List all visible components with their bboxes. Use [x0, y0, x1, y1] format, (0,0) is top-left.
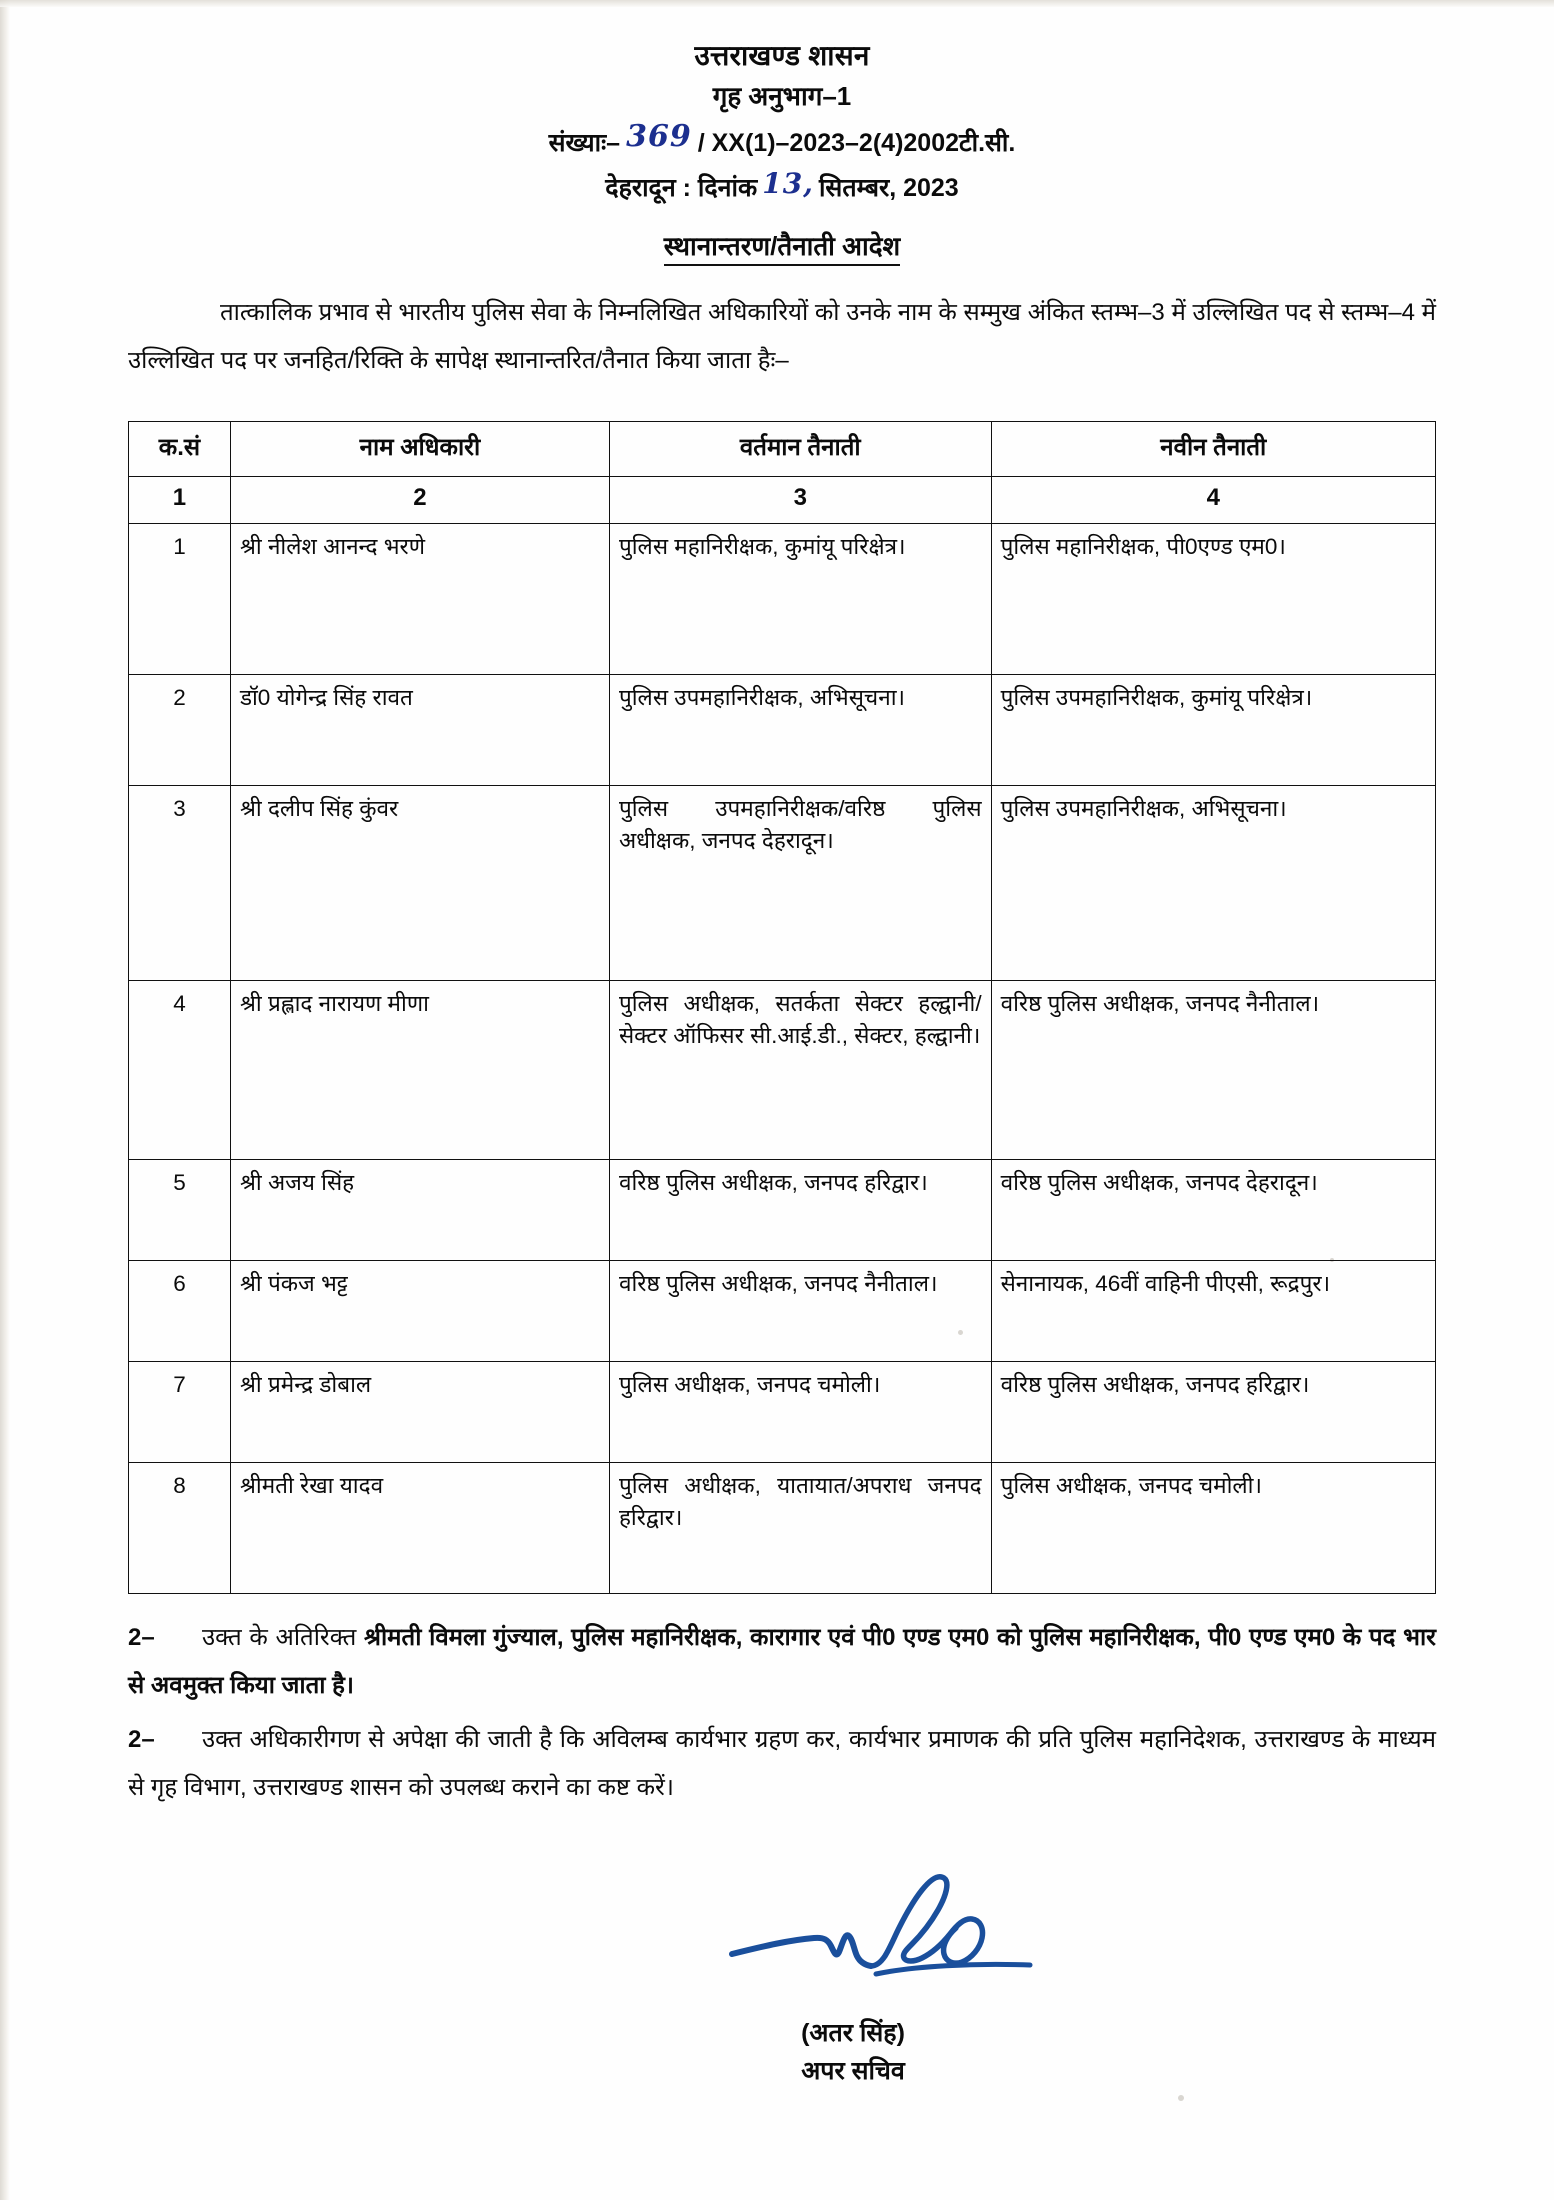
table-column-number-row — [129, 476, 1436, 523]
row-new-posting: पुलिस अधीक्षक, जनपद चमोली। — [991, 1463, 1435, 1594]
intro-line-3: सापेक्ष स्थानान्तरित/तैनात किया जाता हैः– — [434, 346, 789, 374]
row-serial: 2 — [129, 675, 231, 786]
department-section: गृह अनुभाग–1 — [712, 81, 852, 111]
clause-2-marker: 2– — [128, 1726, 155, 1754]
row-serial: 4 — [129, 981, 231, 1160]
row-new-posting: सेनानायक, 46वीं वाहिनी पीएसी, रूद्रपुर। — [991, 1261, 1435, 1362]
row-current-posting: पुलिस अधीक्षक, सतर्कता सेक्टर हल्द्वानी/सेक्टर ऑफिसर सी.आई.डी., सेक्टर, हल्द्वानी। — [609, 981, 991, 1160]
column-number-3: 3 — [609, 476, 991, 523]
table-row — [129, 1463, 1436, 1594]
order-place-label: देहरादून : दिनांक — [605, 173, 758, 202]
table-row — [129, 1362, 1436, 1463]
signature-mark — [724, 1866, 1064, 2016]
table-row — [129, 675, 1436, 786]
row-officer-name: श्री दलीप सिंह कुंवर — [230, 786, 609, 981]
order-date-line — [128, 166, 1436, 205]
signatory-name: (अतर सिंह) — [801, 2019, 905, 2048]
transfer-order-table — [128, 421, 1436, 1594]
order-date-handwritten: 13, — [762, 166, 814, 200]
column-number-2: 2 — [230, 476, 609, 523]
column-header-serial: क.सं — [129, 421, 231, 476]
signatory-designation: अपर सचिव — [801, 2057, 905, 2086]
order-number-rest: / XX(1)–2023–2(4)2002टी.सी. — [697, 128, 1016, 157]
row-new-posting: पुलिस उपमहानिरीक्षक, अभिसूचना। — [991, 786, 1435, 981]
row-serial: 8 — [129, 1463, 231, 1594]
clause-1-line2: पुलिस महानिरीक्षक, पी0 एण्ड एम0 के पद भार से अवमुक्त किया जाता है। — [128, 1624, 1436, 1700]
order-number-handwritten: 369 — [626, 118, 692, 154]
column-number-4: 4 — [991, 476, 1435, 523]
clause-1-line1-b: श्रीमती विमला गुंज्याल, पुलिस महानिरीक्षक, कारागार एवं पी0 एण्ड एम0 को — [363, 1624, 1022, 1652]
row-current-posting: पुलिस महानिरीक्षक, कुमांयू परिक्षेत्र। — [609, 524, 991, 675]
intro-line-2: सम्मुख अंकित स्तम्भ–3 में उल्लिखित पद से स्तम्भ–4 में उल्लिखित पद पर जनहित/रिक्ति के — [128, 298, 1436, 374]
row-serial: 5 — [129, 1160, 231, 1261]
intro-line-1: तात्कालिक प्रभाव से भारतीय पुलिस सेवा के निम्नलिखित अधिकारियों को उनके नाम के — [220, 298, 957, 326]
order-date-rest: सितम्बर, 2023 — [818, 173, 959, 202]
row-current-posting: पुलिस अधीक्षक, यातायात/अपराध जनपद हरिद्वार। — [609, 1463, 991, 1594]
table-row — [129, 786, 1436, 981]
row-officer-name: श्री प्रह्लाद नारायण मीणा — [230, 981, 609, 1160]
row-serial: 7 — [129, 1362, 231, 1463]
row-serial: 3 — [129, 786, 231, 981]
column-header-officer: नाम अधिकारी — [230, 421, 609, 476]
row-new-posting: पुलिस उपमहानिरीक्षक, कुमांयू परिक्षेत्र। — [991, 675, 1435, 786]
row-current-posting: वरिष्ठ पुलिस अधीक्षक, जनपद हरिद्वार। — [609, 1160, 991, 1261]
table-header-row — [129, 421, 1436, 476]
row-serial: 6 — [129, 1261, 231, 1362]
clause-2 — [128, 1716, 1436, 1812]
row-officer-name: श्री पंकज भट्ट — [230, 1261, 609, 1362]
row-current-posting: पुलिस उपमहानिरीक्षक, अभिसूचना। — [609, 675, 991, 786]
clause-1 — [128, 1614, 1436, 1710]
document-header — [128, 38, 1436, 205]
document-subject — [128, 227, 1436, 263]
government-title: उत्तराखण्ड शासन — [694, 40, 870, 71]
column-header-current: वर्तमान तैनाती — [609, 421, 991, 476]
column-header-new: नवीन तैनाती — [991, 421, 1435, 476]
row-new-posting: वरिष्ठ पुलिस अधीक्षक, जनपद हरिद्वार। — [991, 1362, 1435, 1463]
row-officer-name: श्रीमती रेखा यादव — [230, 1463, 609, 1594]
intro-paragraph — [128, 289, 1436, 385]
document-content — [0, 38, 1554, 2116]
row-officer-name: डॉ0 योगेन्द्र सिंह रावत — [230, 675, 609, 786]
row-officer-name: श्री अजय सिंह — [230, 1160, 609, 1261]
signature-block — [128, 1866, 1436, 2116]
row-new-posting: वरिष्ठ पुलिस अधीक्षक, जनपद नैनीताल। — [991, 981, 1435, 1160]
row-new-posting: पुलिस महानिरीक्षक, पी0एण्ड एम0। — [991, 524, 1435, 675]
column-number-1: 1 — [129, 476, 231, 523]
row-current-posting: वरिष्ठ पुलिस अधीक्षक, जनपद नैनीताल। — [609, 1261, 991, 1362]
clause-2-line3: उपलब्ध कराने का कष्ट करें। — [439, 1774, 674, 1802]
clause-1-line1-a: उक्त के अतिरिक्त — [202, 1624, 364, 1652]
document-subject-text: स्थानान्तरण/तैनाती आदेश — [664, 231, 900, 266]
clause-1-marker: 2– — [128, 1624, 155, 1652]
order-number-label: संख्याः– — [548, 128, 621, 157]
order-number-line — [128, 118, 1436, 161]
row-serial: 1 — [129, 524, 231, 675]
row-officer-name: श्री नीलेश आनन्द भरणे — [230, 524, 609, 675]
clause-2-line2: प्रमाणक की प्रति पुलिस महानिदेशक, उत्तराखण्ड के माध्यम से गृह विभाग, उत्तराखण्ड शासन को — [128, 1726, 1436, 1802]
row-current-posting: पुलिस उपमहानिरीक्षक/वरिष्ठ पुलिस अधीक्षक, जनपद देहरादून। — [609, 786, 991, 981]
table-row — [129, 981, 1436, 1160]
row-current-posting: पुलिस अधीक्षक, जनपद चमोली। — [609, 1362, 991, 1463]
row-new-posting: वरिष्ठ पुलिस अधीक्षक, जनपद देहरादून। — [991, 1160, 1435, 1261]
table-row — [129, 1160, 1436, 1261]
table-row — [129, 1261, 1436, 1362]
scan-edge-top — [0, 0, 1554, 7]
clause-2-line1: उक्त अधिकारीगण से अपेक्षा की जाती है कि अविलम्ब कार्यभार ग्रहण कर, कार्यभार — [202, 1726, 921, 1754]
table-row — [129, 524, 1436, 675]
row-officer-name: श्री प्रमेन्द्र डोबाल — [230, 1362, 609, 1463]
